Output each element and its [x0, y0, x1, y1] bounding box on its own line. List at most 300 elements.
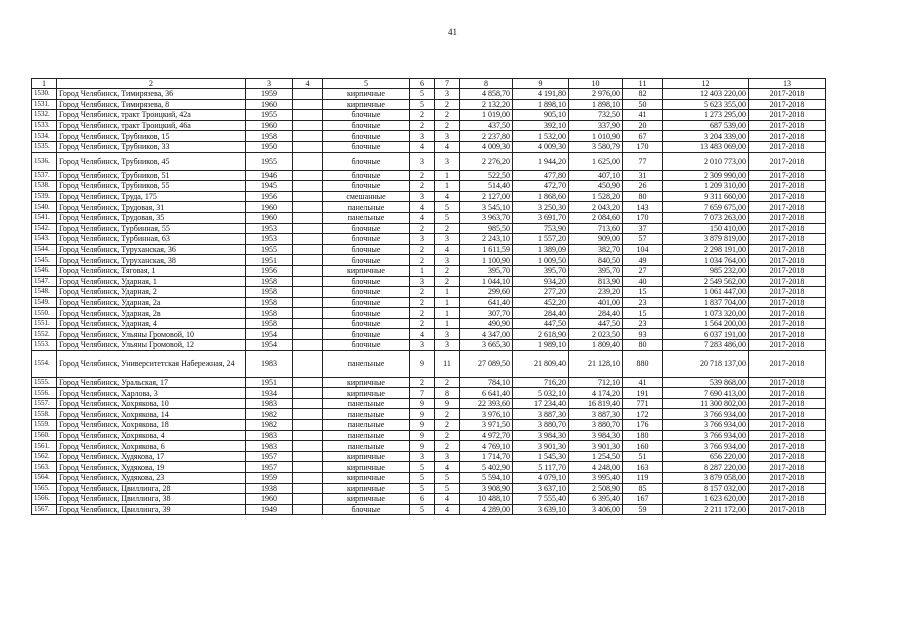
year-cell: 1951: [246, 377, 293, 388]
table-row: [32, 276, 826, 287]
row-number-cell: 1549.: [32, 297, 57, 308]
entrances-cell: 4: [435, 191, 460, 202]
year-cell: 1953: [246, 223, 293, 234]
period-cell: 2017-2018: [749, 110, 826, 121]
area-residential-cell: 21 128,10: [569, 350, 623, 377]
area-total-cell: 10 488,10: [460, 494, 513, 505]
entrances-cell: 4: [435, 494, 460, 505]
year-cell: 1958: [246, 318, 293, 329]
year-cell: 1954: [246, 329, 293, 340]
empty-cell: [293, 255, 323, 266]
table-row: [32, 462, 826, 473]
empty-cell: [293, 297, 323, 308]
address-cell: Город Челябинск, Тяговая, 1: [57, 265, 246, 276]
cost-cell: 1 837 704,00: [663, 297, 749, 308]
floors-cell: 9: [410, 350, 435, 377]
floors-cell: 4: [410, 212, 435, 223]
entrances-cell: 2: [435, 110, 460, 121]
year-cell: 1983: [246, 398, 293, 409]
year-cell: 1983: [246, 430, 293, 441]
area-residential-cell: 395,70: [569, 265, 623, 276]
table-row: [32, 451, 826, 462]
cost-cell: 7 073 263,00: [663, 212, 749, 223]
empty-cell: [293, 388, 323, 399]
cost-cell: 150 410,00: [663, 223, 749, 234]
table-row: [32, 329, 826, 340]
area-residential-cell: 401,00: [569, 297, 623, 308]
cost-cell: 3 766 934,00: [663, 430, 749, 441]
residents-cell: 85: [623, 483, 663, 494]
entrances-cell: 3: [435, 234, 460, 245]
entrances-cell: 2: [435, 441, 460, 452]
residents-cell: 167: [623, 494, 663, 505]
table-row: [32, 131, 826, 142]
table-row: [32, 110, 826, 121]
cost-cell: 2 298 191,00: [663, 244, 749, 255]
row-number-cell: 1556.: [32, 388, 57, 399]
entrances-cell: 5: [435, 212, 460, 223]
period-cell: 2017-2018: [749, 131, 826, 142]
year-cell: 1983: [246, 441, 293, 452]
cost-cell: 1 061 447,00: [663, 287, 749, 298]
row-number-cell: 1565.: [32, 483, 57, 494]
row-number-cell: 1550.: [32, 308, 57, 319]
period-cell: 2017-2018: [749, 181, 826, 192]
period-cell: 2017-2018: [749, 494, 826, 505]
empty-cell: [293, 462, 323, 473]
cost-cell: 12 403 220,00: [663, 89, 749, 100]
area-residential-cell: 909,00: [569, 234, 623, 245]
row-number-cell: 1531.: [32, 99, 57, 110]
area-premises-cell: 3 880,70: [513, 420, 569, 431]
table-row: [32, 191, 826, 202]
area-residential-cell: 4 174,20: [569, 388, 623, 399]
floors-cell: 9: [410, 420, 435, 431]
cost-cell: 3 879 058,00: [663, 473, 749, 484]
residents-cell: 23: [623, 318, 663, 329]
area-premises-cell: 447,50: [513, 318, 569, 329]
floors-cell: 7: [410, 388, 435, 399]
year-cell: 1946: [246, 170, 293, 181]
entrances-cell: 2: [435, 276, 460, 287]
column-number: 7: [435, 79, 460, 89]
row-number-cell: 1560.: [32, 430, 57, 441]
empty-cell: [293, 308, 323, 319]
row-number-cell: 1543.: [32, 234, 57, 245]
empty-cell: [293, 420, 323, 431]
floors-cell: 2: [410, 318, 435, 329]
area-total-cell: 299,60: [460, 287, 513, 298]
area-residential-cell: 239,20: [569, 287, 623, 298]
empty-cell: [293, 234, 323, 245]
wall-material-cell: панельные: [323, 212, 410, 223]
year-cell: 1956: [246, 265, 293, 276]
residents-cell: 172: [623, 409, 663, 420]
floors-cell: 4: [410, 202, 435, 213]
address-cell: Город Челябинск, Тимирязева, 8: [57, 99, 246, 110]
floors-cell: 2: [410, 223, 435, 234]
wall-material-cell: блочные: [323, 308, 410, 319]
area-premises-cell: 452,20: [513, 297, 569, 308]
cost-cell: 1 034 764,00: [663, 255, 749, 266]
floors-cell: 2: [410, 377, 435, 388]
wall-material-cell: кирпичные: [323, 89, 410, 100]
wall-material-cell: блочные: [323, 181, 410, 192]
wall-material-cell: блочные: [323, 244, 410, 255]
cost-cell: 8 287 220,00: [663, 462, 749, 473]
area-total-cell: 1 611,59: [460, 244, 513, 255]
floors-cell: 4: [410, 329, 435, 340]
wall-material-cell: кирпичные: [323, 494, 410, 505]
column-number: 1: [32, 79, 57, 89]
wall-material-cell: блочные: [323, 318, 410, 329]
area-total-cell: 4 289,00: [460, 504, 513, 515]
year-cell: 1982: [246, 420, 293, 431]
period-cell: 2017-2018: [749, 388, 826, 399]
row-number-cell: 1557.: [32, 398, 57, 409]
cost-cell: 20 718 137,00: [663, 350, 749, 377]
empty-cell: [293, 265, 323, 276]
floors-cell: 2: [410, 297, 435, 308]
row-number-cell: 1548.: [32, 287, 57, 298]
area-residential-cell: 3 901,30: [569, 441, 623, 452]
entrances-cell: 4: [435, 504, 460, 515]
cost-cell: 3 879 819,00: [663, 234, 749, 245]
row-number-cell: 1532.: [32, 110, 57, 121]
floors-cell: 2: [410, 170, 435, 181]
area-residential-cell: 4 248,00: [569, 462, 623, 473]
entrances-cell: 3: [435, 340, 460, 351]
area-premises-cell: 21 809,40: [513, 350, 569, 377]
residents-cell: 51: [623, 451, 663, 462]
year-cell: 1938: [246, 483, 293, 494]
cost-cell: 8 157 032,00: [663, 483, 749, 494]
address-cell: Город Челябинск, Хохрякова, 6: [57, 441, 246, 452]
area-premises-cell: 3 901,30: [513, 441, 569, 452]
floors-cell: 2: [410, 244, 435, 255]
period-cell: 2017-2018: [749, 473, 826, 484]
area-premises-cell: 1 545,30: [513, 451, 569, 462]
empty-cell: [293, 483, 323, 494]
area-total-cell: 985,50: [460, 223, 513, 234]
page-number: 41: [448, 27, 457, 37]
year-cell: 1960: [246, 212, 293, 223]
area-premises-cell: 905,10: [513, 110, 569, 121]
area-total-cell: 1 714,70: [460, 451, 513, 462]
empty-cell: [293, 223, 323, 234]
entrances-cell: 3: [435, 152, 460, 170]
row-number-cell: 1539.: [32, 191, 57, 202]
row-number-cell: 1558.: [32, 409, 57, 420]
residents-cell: 50: [623, 99, 663, 110]
table-row: [32, 318, 826, 329]
floors-cell: 2: [410, 181, 435, 192]
row-number-cell: 1553.: [32, 340, 57, 351]
residents-cell: 160: [623, 441, 663, 452]
residents-cell: 880: [623, 350, 663, 377]
area-residential-cell: 6 395,40: [569, 494, 623, 505]
floors-cell: 3: [410, 131, 435, 142]
address-cell: Город Челябинск, Ударная, 2а: [57, 297, 246, 308]
housing-register-table: [31, 78, 826, 515]
period-cell: 2017-2018: [749, 212, 826, 223]
column-number: 6: [410, 79, 435, 89]
residents-cell: 771: [623, 398, 663, 409]
floors-cell: 5: [410, 473, 435, 484]
cost-cell: 656 220,00: [663, 451, 749, 462]
wall-material-cell: смешанные: [323, 191, 410, 202]
table-row: [32, 409, 826, 420]
table-row: [32, 287, 826, 298]
residents-cell: 15: [623, 308, 663, 319]
floors-cell: 3: [410, 191, 435, 202]
entrances-cell: 2: [435, 430, 460, 441]
wall-material-cell: блочные: [323, 287, 410, 298]
floors-cell: 2: [410, 255, 435, 266]
area-premises-cell: 3 691,70: [513, 212, 569, 223]
wall-material-cell: панельные: [323, 350, 410, 377]
table-row: [32, 420, 826, 431]
row-number-cell: 1563.: [32, 462, 57, 473]
address-cell: Город Челябинск, Ульяны Громовой, 12: [57, 340, 246, 351]
area-total-cell: 490,90: [460, 318, 513, 329]
row-number-cell: 1535.: [32, 141, 57, 152]
floors-cell: 3: [410, 234, 435, 245]
row-number-cell: 1552.: [32, 329, 57, 340]
table-row: [32, 398, 826, 409]
empty-cell: [293, 131, 323, 142]
area-residential-cell: 840,50: [569, 255, 623, 266]
cost-cell: 687 539,00: [663, 120, 749, 131]
row-number-cell: 1562.: [32, 451, 57, 462]
area-total-cell: 2 127,00: [460, 191, 513, 202]
area-premises-cell: 1 989,10: [513, 340, 569, 351]
area-residential-cell: 1 528,20: [569, 191, 623, 202]
table-row: [32, 141, 826, 152]
column-number: 12: [663, 79, 749, 89]
address-cell: Город Челябинск, Цвиллинга, 38: [57, 494, 246, 505]
row-number-cell: 1530.: [32, 89, 57, 100]
entrances-cell: 1: [435, 287, 460, 298]
empty-cell: [293, 181, 323, 192]
floors-cell: 2: [410, 308, 435, 319]
entrances-cell: 2: [435, 420, 460, 431]
column-number: 10: [569, 79, 623, 89]
residents-cell: 93: [623, 329, 663, 340]
period-cell: 2017-2018: [749, 398, 826, 409]
period-cell: 2017-2018: [749, 377, 826, 388]
row-number-cell: 1542.: [32, 223, 57, 234]
empty-cell: [293, 141, 323, 152]
year-cell: 1934: [246, 388, 293, 399]
address-cell: Город Челябинск, Трубников, 45: [57, 152, 246, 170]
floors-cell: 2: [410, 287, 435, 298]
empty-cell: [293, 377, 323, 388]
wall-material-cell: панельные: [323, 398, 410, 409]
cost-cell: 13 483 069,00: [663, 141, 749, 152]
column-number: 9: [513, 79, 569, 89]
area-total-cell: 395,70: [460, 265, 513, 276]
year-cell: 1955: [246, 244, 293, 255]
area-premises-cell: 1 389,09: [513, 244, 569, 255]
area-total-cell: 1 019,00: [460, 110, 513, 121]
address-cell: Город Челябинск, Уральская, 17: [57, 377, 246, 388]
residents-cell: 67: [623, 131, 663, 142]
entrances-cell: 2: [435, 409, 460, 420]
floors-cell: 5: [410, 504, 435, 515]
entrances-cell: 1: [435, 297, 460, 308]
cost-cell: 539 868,00: [663, 377, 749, 388]
address-cell: Город Челябинск, Трудовая, 31: [57, 202, 246, 213]
year-cell: 1960: [246, 99, 293, 110]
period-cell: 2017-2018: [749, 350, 826, 377]
entrances-cell: 3: [435, 255, 460, 266]
wall-material-cell: блочные: [323, 141, 410, 152]
address-cell: Город Челябинск, Турбинная, 55: [57, 223, 246, 234]
residents-cell: 143: [623, 202, 663, 213]
wall-material-cell: блочные: [323, 131, 410, 142]
area-premises-cell: 3 639,10: [513, 504, 569, 515]
column-number: 13: [749, 79, 826, 89]
table-row: [32, 473, 826, 484]
floors-cell: 5: [410, 462, 435, 473]
floors-cell: 1: [410, 265, 435, 276]
area-residential-cell: 3 406,00: [569, 504, 623, 515]
residents-cell: 49: [623, 255, 663, 266]
wall-material-cell: блочные: [323, 223, 410, 234]
period-cell: 2017-2018: [749, 504, 826, 515]
area-residential-cell: 1 898,10: [569, 99, 623, 110]
period-cell: 2017-2018: [749, 99, 826, 110]
empty-cell: [293, 494, 323, 505]
entrances-cell: 2: [435, 99, 460, 110]
table-row: [32, 89, 826, 100]
empty-cell: [293, 276, 323, 287]
year-cell: 1958: [246, 287, 293, 298]
empty-cell: [293, 244, 323, 255]
empty-cell: [293, 340, 323, 351]
wall-material-cell: блочные: [323, 170, 410, 181]
area-premises-cell: 716,20: [513, 377, 569, 388]
floors-cell: 4: [410, 141, 435, 152]
year-cell: 1959: [246, 89, 293, 100]
area-premises-cell: 3 637,10: [513, 483, 569, 494]
entrances-cell: 2: [435, 265, 460, 276]
wall-material-cell: блочные: [323, 234, 410, 245]
year-cell: 1982: [246, 409, 293, 420]
area-premises-cell: 3 250,30: [513, 202, 569, 213]
area-residential-cell: 16 819,40: [569, 398, 623, 409]
empty-cell: [293, 473, 323, 484]
address-cell: Город Челябинск, Трубников, 55: [57, 181, 246, 192]
area-residential-cell: 3 995,40: [569, 473, 623, 484]
period-cell: 2017-2018: [749, 191, 826, 202]
row-number-cell: 1566.: [32, 494, 57, 505]
address-cell: Город Челябинск, Ударная, 2в: [57, 308, 246, 319]
empty-cell: [293, 170, 323, 181]
row-number-cell: 1564.: [32, 473, 57, 484]
wall-material-cell: кирпичные: [323, 462, 410, 473]
floors-cell: 2: [410, 110, 435, 121]
period-cell: 2017-2018: [749, 318, 826, 329]
area-residential-cell: 813,90: [569, 276, 623, 287]
year-cell: 1955: [246, 152, 293, 170]
entrances-cell: 3: [435, 131, 460, 142]
area-residential-cell: 732,50: [569, 110, 623, 121]
area-total-cell: 3 908,90: [460, 483, 513, 494]
address-cell: Город Челябинск, Трудовая, 35: [57, 212, 246, 223]
column-number: 5: [323, 79, 410, 89]
entrances-cell: 2: [435, 120, 460, 131]
area-total-cell: 3 976,10: [460, 409, 513, 420]
wall-material-cell: блочные: [323, 504, 410, 515]
entrances-cell: 4: [435, 141, 460, 152]
cost-cell: 1 273 295,00: [663, 110, 749, 121]
area-premises-cell: 753,90: [513, 223, 569, 234]
address-cell: Город Челябинск, Худякова, 19: [57, 462, 246, 473]
address-cell: Город Челябинск, Хохрякова, 4: [57, 430, 246, 441]
floors-cell: 3: [410, 276, 435, 287]
wall-material-cell: кирпичные: [323, 483, 410, 494]
period-cell: 2017-2018: [749, 202, 826, 213]
area-residential-cell: 284,40: [569, 308, 623, 319]
row-number-cell: 1551.: [32, 318, 57, 329]
table-row: [32, 202, 826, 213]
entrances-cell: 1: [435, 170, 460, 181]
row-number-cell: 1555.: [32, 377, 57, 388]
residents-cell: 41: [623, 377, 663, 388]
year-cell: 1957: [246, 462, 293, 473]
address-cell: Город Челябинск, Хохрякова, 18: [57, 420, 246, 431]
area-residential-cell: 1 010,90: [569, 131, 623, 142]
period-cell: 2017-2018: [749, 329, 826, 340]
row-number-cell: 1544.: [32, 244, 57, 255]
period-cell: 2017-2018: [749, 287, 826, 298]
area-total-cell: 784,10: [460, 377, 513, 388]
address-cell: Город Челябинск, Туруханская, 38: [57, 255, 246, 266]
wall-material-cell: кирпичные: [323, 473, 410, 484]
residents-cell: 176: [623, 420, 663, 431]
empty-cell: [293, 409, 323, 420]
period-cell: 2017-2018: [749, 89, 826, 100]
year-cell: 1958: [246, 308, 293, 319]
wall-material-cell: панельные: [323, 420, 410, 431]
residents-cell: 23: [623, 297, 663, 308]
area-premises-cell: 7 555,40: [513, 494, 569, 505]
residents-cell: 80: [623, 191, 663, 202]
area-premises-cell: 3 887,30: [513, 409, 569, 420]
area-total-cell: 2 237,80: [460, 131, 513, 142]
wall-material-cell: блочные: [323, 255, 410, 266]
cost-cell: 1 209 310,00: [663, 181, 749, 192]
column-number-row: [32, 79, 826, 89]
area-total-cell: 3 665,30: [460, 340, 513, 351]
cost-cell: 2 211 172,00: [663, 504, 749, 515]
residents-cell: 82: [623, 89, 663, 100]
area-residential-cell: 1 625,00: [569, 152, 623, 170]
address-cell: Город Челябинск, Цвиллинга, 39: [57, 504, 246, 515]
floors-cell: 9: [410, 409, 435, 420]
table-row: [32, 212, 826, 223]
empty-cell: [293, 350, 323, 377]
area-total-cell: 6 641,40: [460, 388, 513, 399]
empty-cell: [293, 318, 323, 329]
address-cell: Город Челябинск, Харлова, 3: [57, 388, 246, 399]
year-cell: 1945: [246, 181, 293, 192]
table-row: [32, 234, 826, 245]
area-premises-cell: 3 984,30: [513, 430, 569, 441]
wall-material-cell: блочные: [323, 329, 410, 340]
